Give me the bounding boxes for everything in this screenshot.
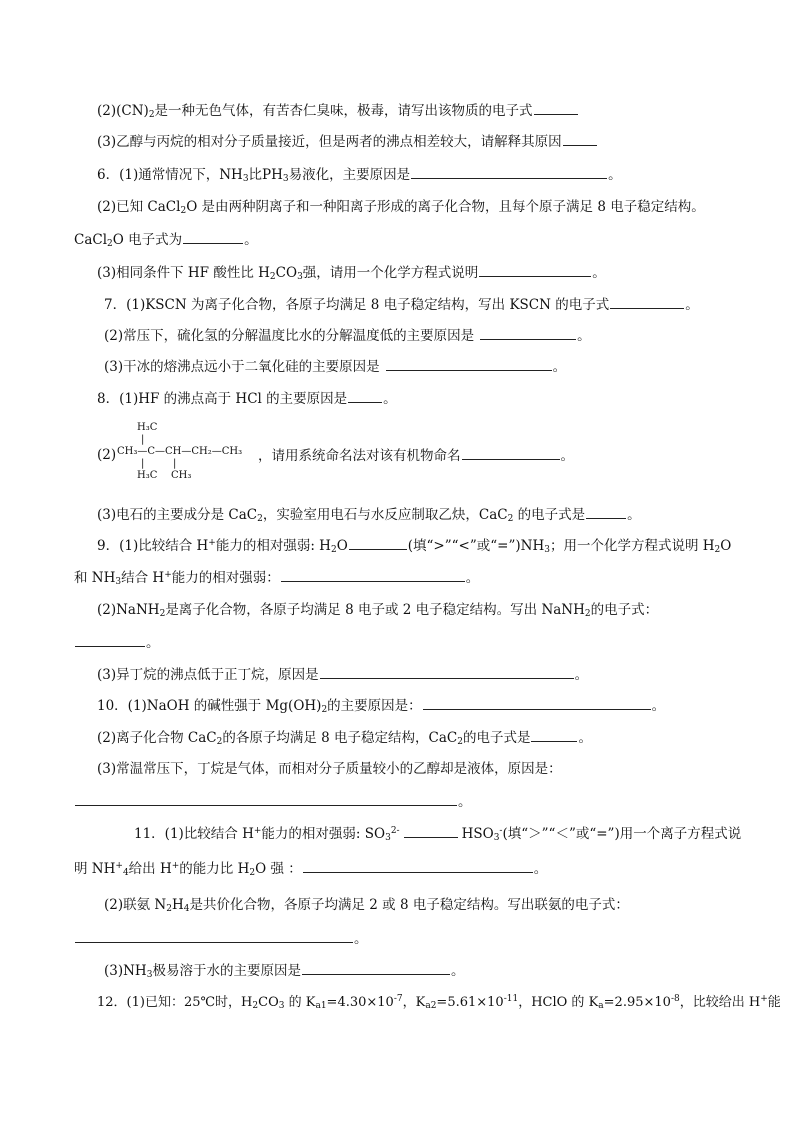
subscript: 3 (242, 174, 249, 184)
text: (2)(CN) (97, 103, 149, 119)
subscript: 2 (321, 705, 328, 715)
question-6-part-3 (97, 262, 606, 283)
answer-blank[interactable] (531, 727, 577, 742)
subscript: 3 (493, 833, 500, 843)
text: =4.30×10 (326, 995, 394, 1010)
text: ，请用系统命名法对该有机物命名 (258, 448, 461, 464)
text: 的 K (284, 995, 316, 1010)
text: 。 (560, 448, 574, 464)
text: O 强 ： (255, 861, 302, 877)
text: 极易溶于水的主要原因是 (152, 963, 301, 979)
answer-blank[interactable] (303, 858, 533, 873)
text: 的电子式是 (513, 507, 586, 523)
text: 。 (552, 359, 567, 375)
question-6-part-2 (97, 197, 705, 217)
subscript: 3 (115, 577, 122, 587)
text: 。 (383, 391, 397, 407)
text: 11．(1)比较结合 H (134, 826, 254, 842)
text: 8．(1)HF 的沸点高于 HCl 的主要原因是 (97, 391, 348, 407)
question-11-part-1-cont (74, 858, 547, 879)
text: 是离子化合物，各原子均满足 8 电子或 2 电子稳定结构。写出 NaNH (165, 602, 585, 618)
text: 。 (651, 698, 666, 714)
text: (填“＞”“＜”或“=”)用一个离子方程式说 (502, 826, 742, 842)
text: O 是由两种阴离子和一种阳离子形成的离子化合物，且每个原子满足 8 电子稳定结构。 (186, 199, 705, 215)
question-11-part-3 (104, 960, 464, 981)
answer-blank[interactable] (423, 695, 651, 710)
subscript: 2 (457, 737, 463, 747)
bond-vertical: | (173, 458, 177, 469)
text: 能力的相对强弱: H (215, 538, 331, 554)
text: =5.61×10 (436, 995, 504, 1010)
subscript: 2 (216, 737, 223, 747)
text: (2)离子化合物 CaC (97, 730, 217, 746)
struct-bottom-left: H₃C (137, 470, 158, 481)
subscript: 2 (714, 545, 721, 555)
subscript: 2 (249, 868, 256, 878)
text: 给出 H (128, 861, 172, 877)
answer-blank[interactable] (75, 791, 457, 806)
subscript: 2 (252, 1001, 259, 1011)
text: 7．(1)KSCN 为离子化合物，各原子均满足 8 电子稳定结构，写出 KSCN 的电子式 (104, 297, 610, 313)
superscript: -11 (503, 994, 519, 1004)
text: H (171, 897, 184, 913)
answer-blank[interactable] (563, 131, 597, 146)
text: CO (258, 995, 279, 1010)
subscript: a2 (425, 1001, 437, 1011)
answer-blank[interactable] (75, 928, 353, 943)
question-9-part-1-cont (74, 567, 479, 588)
text: 能 (767, 995, 781, 1010)
structural-formula (117, 420, 257, 484)
superscript: -8 (670, 994, 680, 1004)
text: 。 (577, 328, 591, 344)
subscript: 3 (385, 833, 391, 843)
answer-blank[interactable] (411, 164, 607, 179)
superscript: -7 (393, 994, 403, 1004)
answer-blank[interactable] (610, 294, 684, 309)
bond-vertical: | (141, 458, 145, 469)
question-12-part-1 (97, 993, 781, 1013)
answer-blank[interactable] (281, 567, 465, 582)
text: (2)已知 CaCl (97, 199, 181, 215)
question-7-part-3 (104, 356, 566, 377)
text: 强，请用一个化学方程式说明 (302, 265, 479, 281)
text: 10．(1)NaOH 的碱性强于 Mg(OH) (97, 698, 322, 714)
answer-blank[interactable] (462, 445, 560, 460)
text: 。 (533, 861, 548, 877)
question-8-part-2-prefix (97, 445, 116, 465)
text: 。 (354, 931, 368, 947)
text: 12．(1)已知：25℃时，H (97, 995, 253, 1010)
text: 明 NH (74, 861, 116, 877)
subscript: 2 (166, 904, 172, 914)
text: 。 (244, 232, 258, 248)
question-8-part-2 (258, 445, 574, 466)
superscript: 2- (390, 826, 400, 836)
question-6-part-1 (97, 164, 622, 185)
subscript: 2 (330, 545, 337, 555)
subscript: 2 (107, 239, 113, 249)
text: 。 (685, 297, 699, 313)
subscript: 2 (584, 609, 591, 619)
question-10-part-3 (97, 759, 562, 779)
subscript: 2 (269, 272, 276, 282)
question-8-part-3 (97, 504, 641, 525)
subscript: a (598, 1001, 604, 1011)
text: (填“>”“<”或“=”)NH (407, 538, 545, 554)
text: O 电子式为 (112, 232, 183, 248)
text: (2) (97, 447, 117, 463)
question-5-part-3 (97, 131, 598, 152)
superscript: + (171, 861, 180, 871)
answer-blank[interactable] (349, 535, 407, 550)
text: ，实验室用电石与水反应制取乙炔，CaC (262, 507, 508, 523)
subscript: 2 (148, 110, 155, 120)
subscript: 3 (146, 970, 153, 980)
subscript: 3 (278, 1001, 285, 1011)
answer-blank[interactable] (586, 504, 626, 519)
subscript: 3 (544, 545, 550, 555)
text: (3)干冰的熔沸点远小于二氧化硅的主要原因是 (104, 359, 380, 375)
struct-bottom-right: CH₃ (171, 470, 192, 481)
subscript: 2 (257, 514, 263, 524)
question-9-part-3 (97, 664, 588, 685)
text: (3)常温常压下，丁烷是气体，而相对分子质量较小的乙醇却是液体，原因是： (97, 761, 562, 777)
answer-blank[interactable] (479, 262, 591, 277)
text: 易液化，主要原因是 (288, 167, 411, 183)
text: (3)NH (104, 963, 147, 979)
text: 能力的相对强弱： (171, 570, 280, 586)
superscript: + (253, 826, 262, 836)
text: O (720, 538, 732, 554)
subscript: 4 (122, 868, 129, 878)
text: 6．(1)通常情况下，NH (97, 167, 243, 183)
text: ，HClO 的 K (518, 995, 599, 1010)
subscript: 2 (180, 206, 187, 216)
text: 。 (592, 265, 606, 281)
text: =2.95×10 (603, 995, 671, 1010)
question-10-part-1 (97, 695, 665, 716)
question-11-part-2-cont (74, 928, 368, 949)
text: ，比较给出 H (679, 995, 761, 1010)
text: 是一种无色气体，有苦杏仁臭味，极毒，请写出该物质的电子式 (154, 103, 533, 119)
question-9-part-2 (97, 600, 658, 620)
answer-blank[interactable] (534, 100, 578, 115)
subscript: a1 (315, 1001, 327, 1011)
answer-blank[interactable] (320, 664, 574, 679)
text: (2)联氨 N (104, 897, 167, 913)
text: 结合 H (121, 570, 165, 586)
bond-vertical: | (141, 434, 145, 445)
question-10-part-2 (97, 727, 592, 748)
text: 9．(1)比较结合 H (97, 538, 209, 554)
text: ；用一个化学方程式说明 H (549, 538, 715, 554)
question-9-part-2-cont (74, 632, 160, 653)
answer-blank[interactable] (480, 325, 576, 340)
text: 。 (458, 794, 472, 810)
subscript: 3 (297, 272, 303, 282)
text: 的电子式是 (462, 730, 531, 746)
text: O (336, 538, 348, 554)
text: 。 (578, 730, 592, 746)
superscript: + (164, 570, 172, 580)
superscript: - (499, 826, 503, 836)
text: 。 (146, 635, 160, 651)
text: (2)NaNH (97, 602, 160, 618)
text: ，K (402, 995, 426, 1010)
text: 的各原子均满足 8 电子稳定结构，CaC (222, 730, 458, 746)
question-11-part-1 (134, 823, 741, 844)
text: CaCl (74, 232, 108, 248)
text: 是共价化合物，各原子均满足 2 或 8 电子稳定结构。写出联氨的电子式： (189, 897, 629, 913)
text: (2)常压下，硫化氢的分解温度比水的分解温度低的主要原因是 (104, 328, 475, 344)
question-7-part-2 (104, 325, 591, 346)
question-10-part-3-cont (74, 791, 472, 812)
text: 和 NH (74, 570, 116, 586)
struct-main-chain: CH₃—C—CH—CH₂—CH₃ (117, 446, 243, 457)
text: 的能力比 H (179, 861, 250, 877)
struct-top-group: H₃C (137, 422, 158, 433)
text: 。 (608, 167, 622, 183)
superscript: + (115, 861, 123, 871)
text: 。 (465, 570, 480, 586)
text: 比PH (248, 167, 283, 183)
text: HSO (461, 826, 494, 842)
answer-blank[interactable] (404, 823, 458, 838)
subscript: 2 (159, 609, 166, 619)
text: 。 (450, 963, 465, 979)
text: 的主要原因是： (327, 698, 422, 714)
text: 。 (574, 667, 589, 683)
question-5-part-2 (97, 100, 579, 121)
answer-blank[interactable] (302, 960, 450, 975)
subscript: 4 (183, 904, 190, 914)
text: (3)电石的主要成分是 CaC (97, 507, 258, 523)
superscript: + (208, 538, 216, 548)
question-8-part-1 (97, 388, 397, 409)
answer-blank[interactable] (75, 632, 145, 647)
text: (3)异丁烷的沸点低于正丁烷，原因是 (97, 667, 319, 683)
text: CO (275, 265, 298, 281)
text: 。 (627, 507, 641, 523)
question-6-part-2-cont (74, 229, 258, 250)
text: 的电子式： (590, 602, 659, 618)
question-9-part-1 (97, 535, 731, 556)
subscript: 3 (282, 174, 289, 184)
answer-blank[interactable] (386, 356, 552, 371)
question-11-part-2 (104, 895, 629, 915)
text: (3)相同条件下 HF 酸性比 H (97, 265, 270, 281)
subscript: 2 (507, 514, 514, 524)
text: (3)乙醇与丙烷的相对分子质量接近，但是两者的沸点相差较大，请解释其原因 (97, 134, 562, 150)
question-7-part-1 (104, 294, 699, 315)
answer-blank[interactable] (183, 229, 243, 244)
answer-blank[interactable] (348, 388, 382, 403)
text: 能力的相对强弱: SO (261, 826, 386, 842)
superscript: + (760, 994, 768, 1004)
